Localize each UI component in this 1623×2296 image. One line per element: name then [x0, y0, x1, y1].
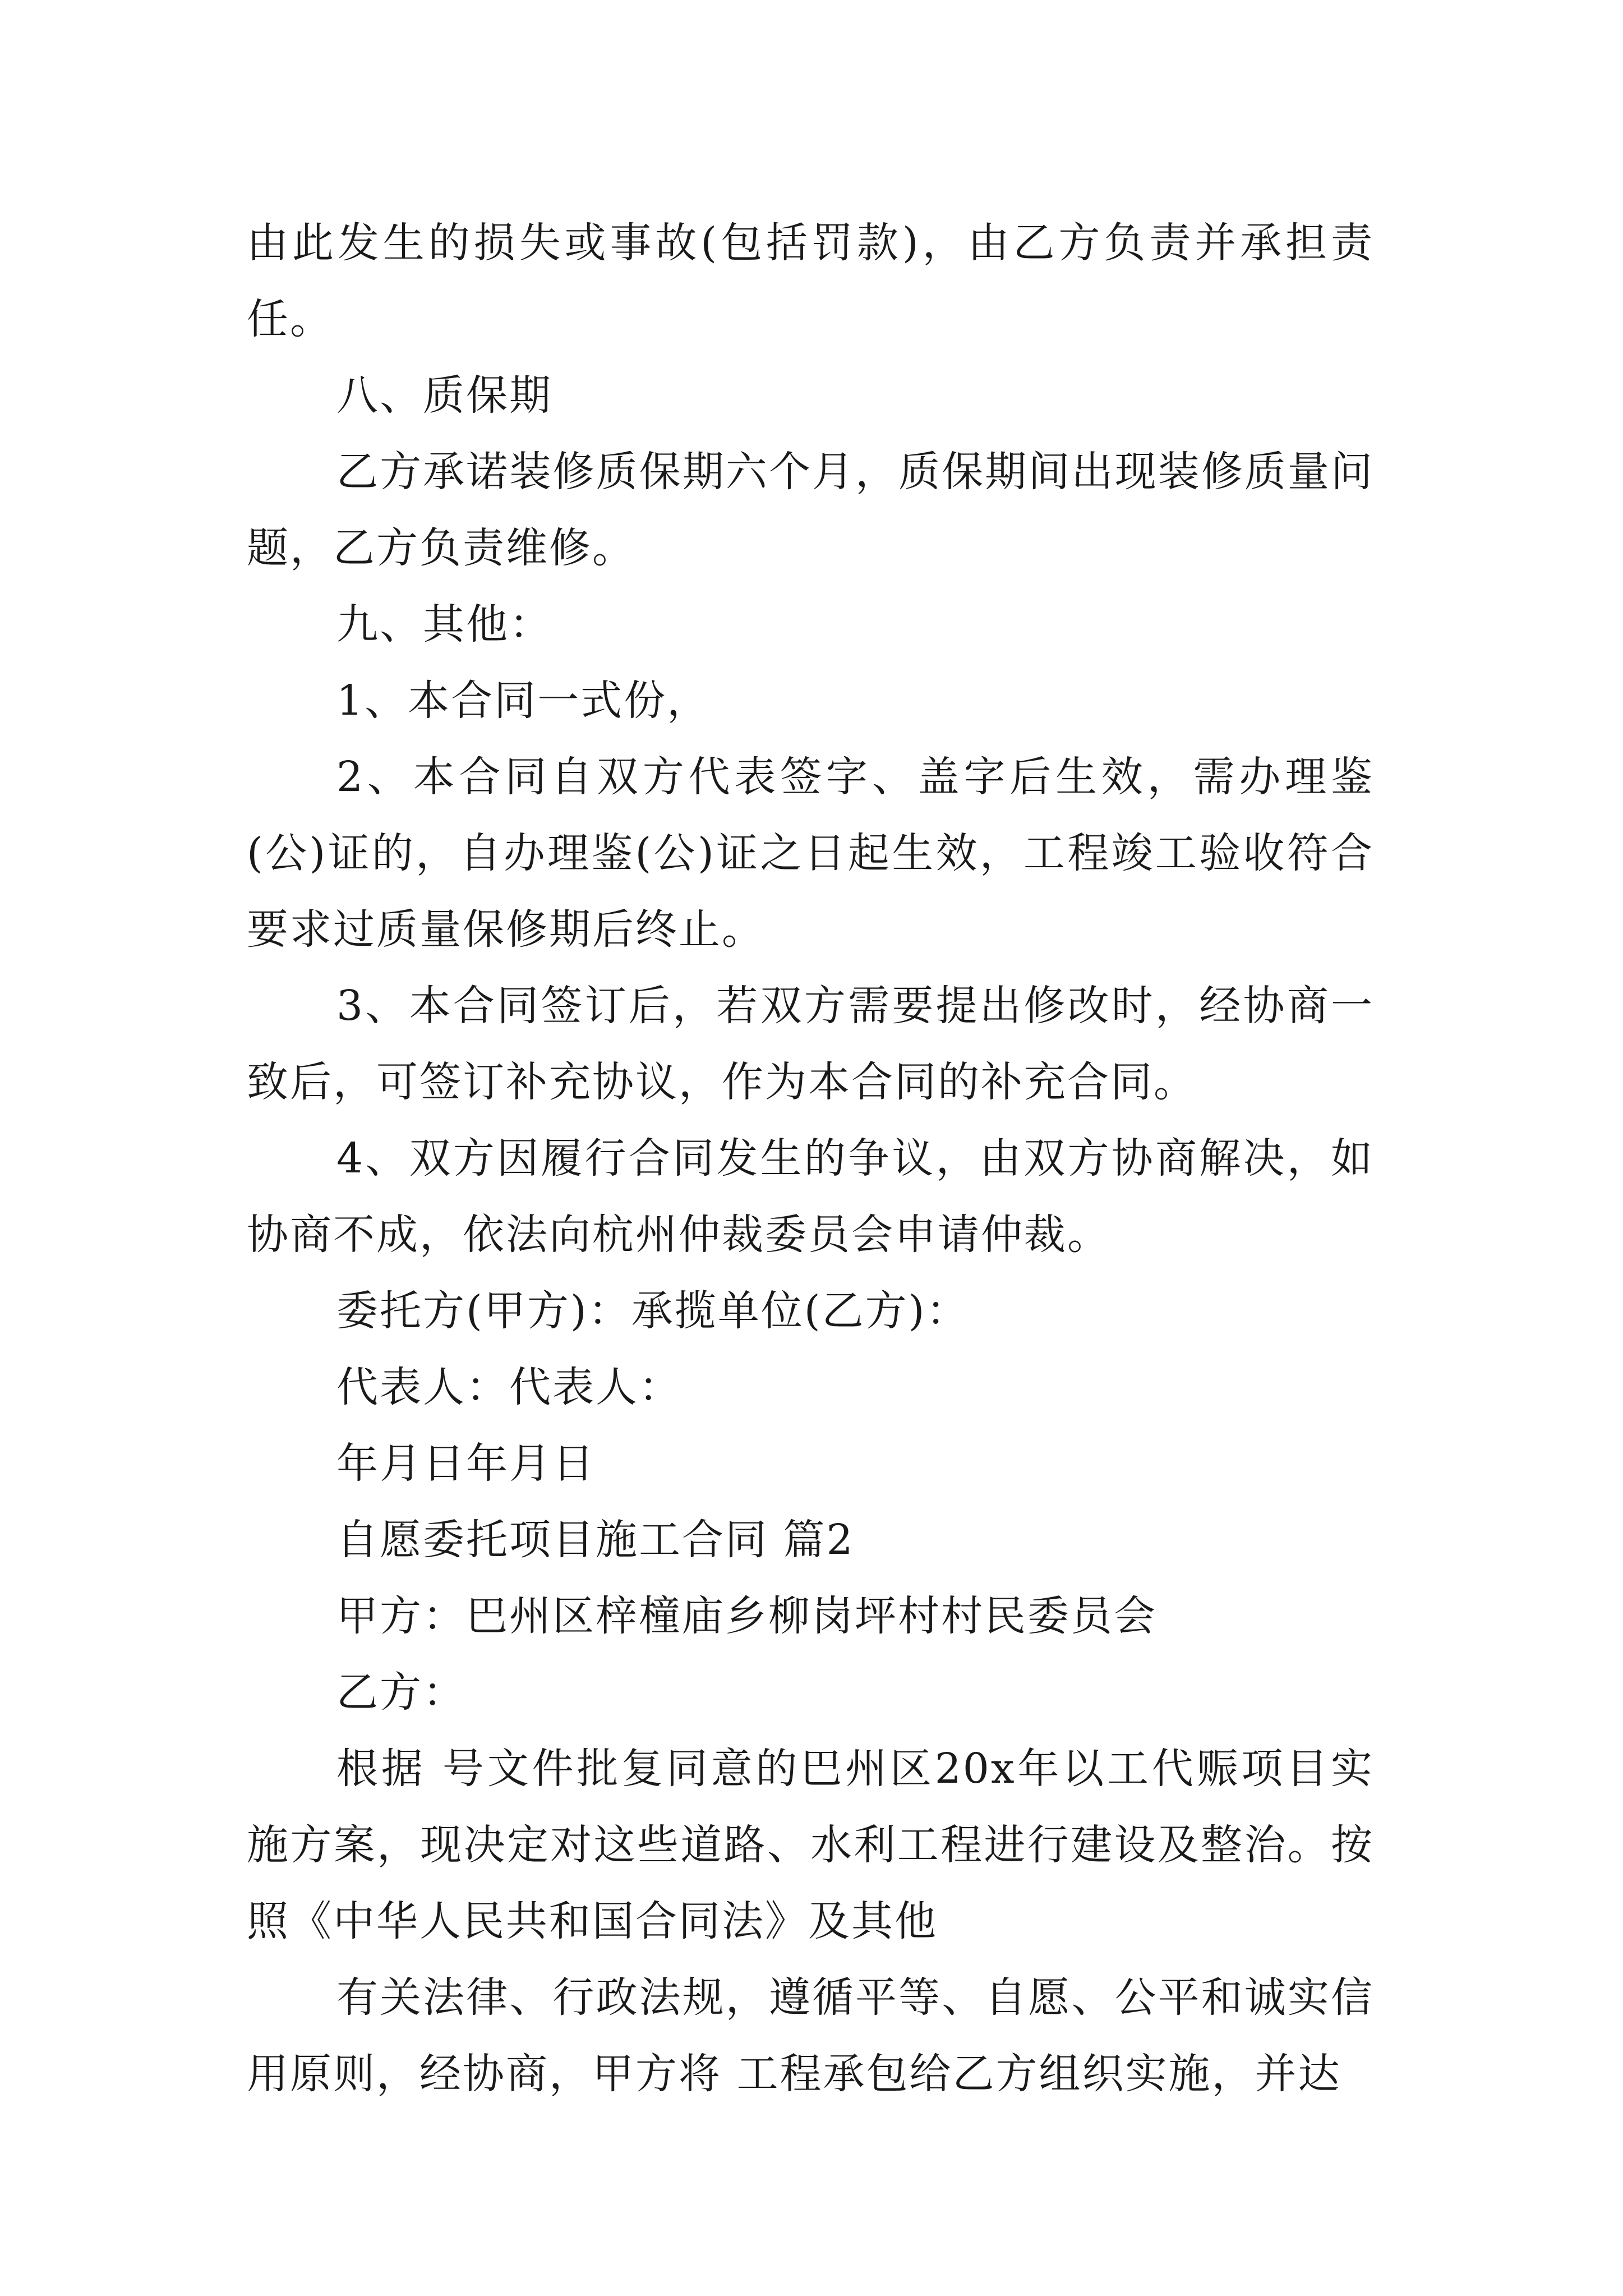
- document-body: [247, 205, 1374, 2112]
- party-a: 甲方：巴州区梓橦庙乡柳岗坪村村民委员会: [336, 1592, 1157, 1640]
- clause-3: 3、本合同签订后，若双方需要提出修改时，经协商一致后，可签订补充协议，作为本合同的补充合同。: [247, 982, 1374, 1106]
- signature-dates: 年月日年月日: [336, 1439, 596, 1488]
- party-b: 乙方：: [336, 1668, 466, 1717]
- paragraph-basis: 根据 号文件批复同意的巴州区20x年以工代赈项目实施方案，现决定对这些道路、水利工程进行建设及整治。按照《中华人民共和国合同法》及其他: [247, 1745, 1374, 1945]
- paragraph-warranty: 乙方承诺装修质保期六个月，质保期间出现装修质量问题，乙方负责维修。: [247, 448, 1374, 572]
- clause-1: 1、本合同一式份，: [336, 677, 711, 725]
- signature-parties: 委托方(甲方)：承揽单位(乙方)：: [336, 1287, 970, 1335]
- heading-warranty-period: 八、质保期: [336, 371, 552, 420]
- paragraph-liability: 由此发生的损失或事故(包括罚款)，由乙方负责并承担责任。: [247, 219, 1374, 343]
- clause-4: 4、双方因履行合同发生的争议，由双方协商解决，如协商不成，依法向杭州仲裁委员会申请仲裁。: [247, 1134, 1374, 1259]
- clause-2: 2、本合同自双方代表签字、盖字后生效，需办理鉴(公)证的，自办理鉴(公)证之日起生效，工程竣工验收符合要求过质量保修期后终止。: [247, 753, 1374, 954]
- signature-representatives: 代表人：代表人：: [336, 1363, 682, 1411]
- heading-other: 九、其他：: [336, 600, 552, 648]
- paragraph-principles: 有关法律、行政法规，遵循平等、自愿、公平和诚实信用原则，经协商，甲方将 工程承包给乙方组织实施，并达: [247, 1973, 1374, 2098]
- contract-title-2: 自愿委托项目施工合同 篇2: [336, 1516, 855, 1564]
